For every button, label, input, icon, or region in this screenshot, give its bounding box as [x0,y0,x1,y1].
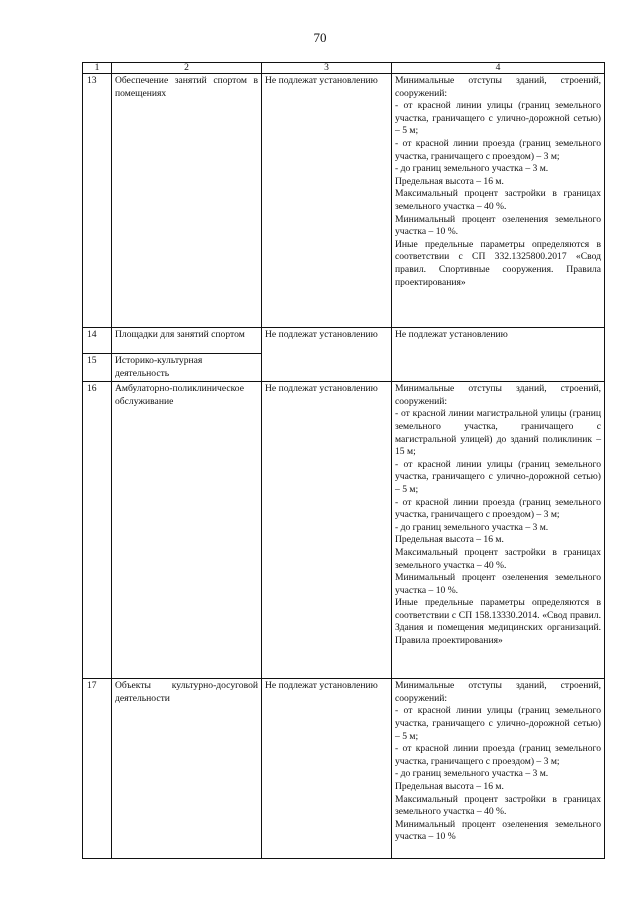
limits-cell: Не подлежат установлению [262,382,392,679]
column-header: 1 [83,63,112,74]
use-type-cell: Площадки для занятий спортом [112,328,262,354]
row-number: 14 [83,328,112,354]
table-row [83,328,605,354]
column-header: 3 [262,63,392,74]
use-type-cell: Историко-культурная деятельность [112,354,262,382]
row-number: 16 [83,382,112,679]
column-header: 4 [392,63,605,74]
table-row [83,382,605,679]
parameters-cell: Минимальные отступы зданий, строений, сооружений: - от красной линии улицы (границ земельного участка, граничащего с улично-дорожной сетью) – 5 м; - от красной линии проезда (границ земельного участка, граничащего с проездом) – 3 м; - до границ земельного участка – 3 м. Предельная высота – 16 м. Максимальный процент застройки в границах земельного участка – 40 %. Минимальный процент озеленения земельного участка – 10 % [392,679,605,859]
table-row [83,679,605,859]
table-row [83,74,605,328]
parameters-cell: Минимальные отступы зданий, строений, сооружений: - от красной линии улицы (границ земельного участка, граничащего с улично-дорожной сетью) – 5 м; - от красной линии проезда (границ земельного участка, граничащего с проездом) – 3 м; - до границ земельного участка – 3 м. Предельная высота – 16 м. Максимальный процент застройки в границах земельного участка – 40 %. Минимальный процент озеленения земельного участка – 10 %. Иные предельные параметры определяются в соответствии с СП 332.1325800.2017 «Свод правил. Спортивные сооружения. Правила проектирования» [392,74,605,328]
parameters-cell: Не подлежат установлению [392,328,605,382]
page-number: 70 [313,30,327,45]
use-type-cell: Амбулаторно-поликлиническое обслуживание [112,382,262,679]
table-header-row [83,63,605,74]
use-type-cell: Обеспечение занятий спортом в помещениях [112,74,262,328]
use-type-cell: Объекты культурно-досуговой деятельности [112,679,262,859]
regulations-table [82,62,605,859]
parameters-cell: Минимальные отступы зданий, строений, сооружений: - от красной линии магистральной улицы (границ земельного участка, граничащего с магистральной улицей) до зданий поликлиник – 15 м; - от красной линии улицы (границ земельного участка, граничащего с улично-дорожной сетью) – 5 м; - от красной линии проезда (границ земельного участка, граничащего с проездом) – 3 м; - до границ земельного участка – 3 м. Предельная высота – 16 м. Максимальный процент застройки в границах земельного участка – 40 %. Минимальный процент озеленения земельного участка – 10 %. Иные предельные параметры определяются в соответствии с СП 158.13330.2014. «Свод правил. Здания и помещения медицинских организаций. Правила проектирования» [392,382,605,679]
limits-cell: Не подлежат установлению [262,74,392,328]
limits-cell: Не подлежат установлению [262,679,392,859]
limits-cell: Не подлежат установлению [262,328,392,382]
row-number: 13 [83,74,112,328]
row-number: 17 [83,679,112,859]
row-number: 15 [83,354,112,382]
column-header: 2 [112,63,262,74]
